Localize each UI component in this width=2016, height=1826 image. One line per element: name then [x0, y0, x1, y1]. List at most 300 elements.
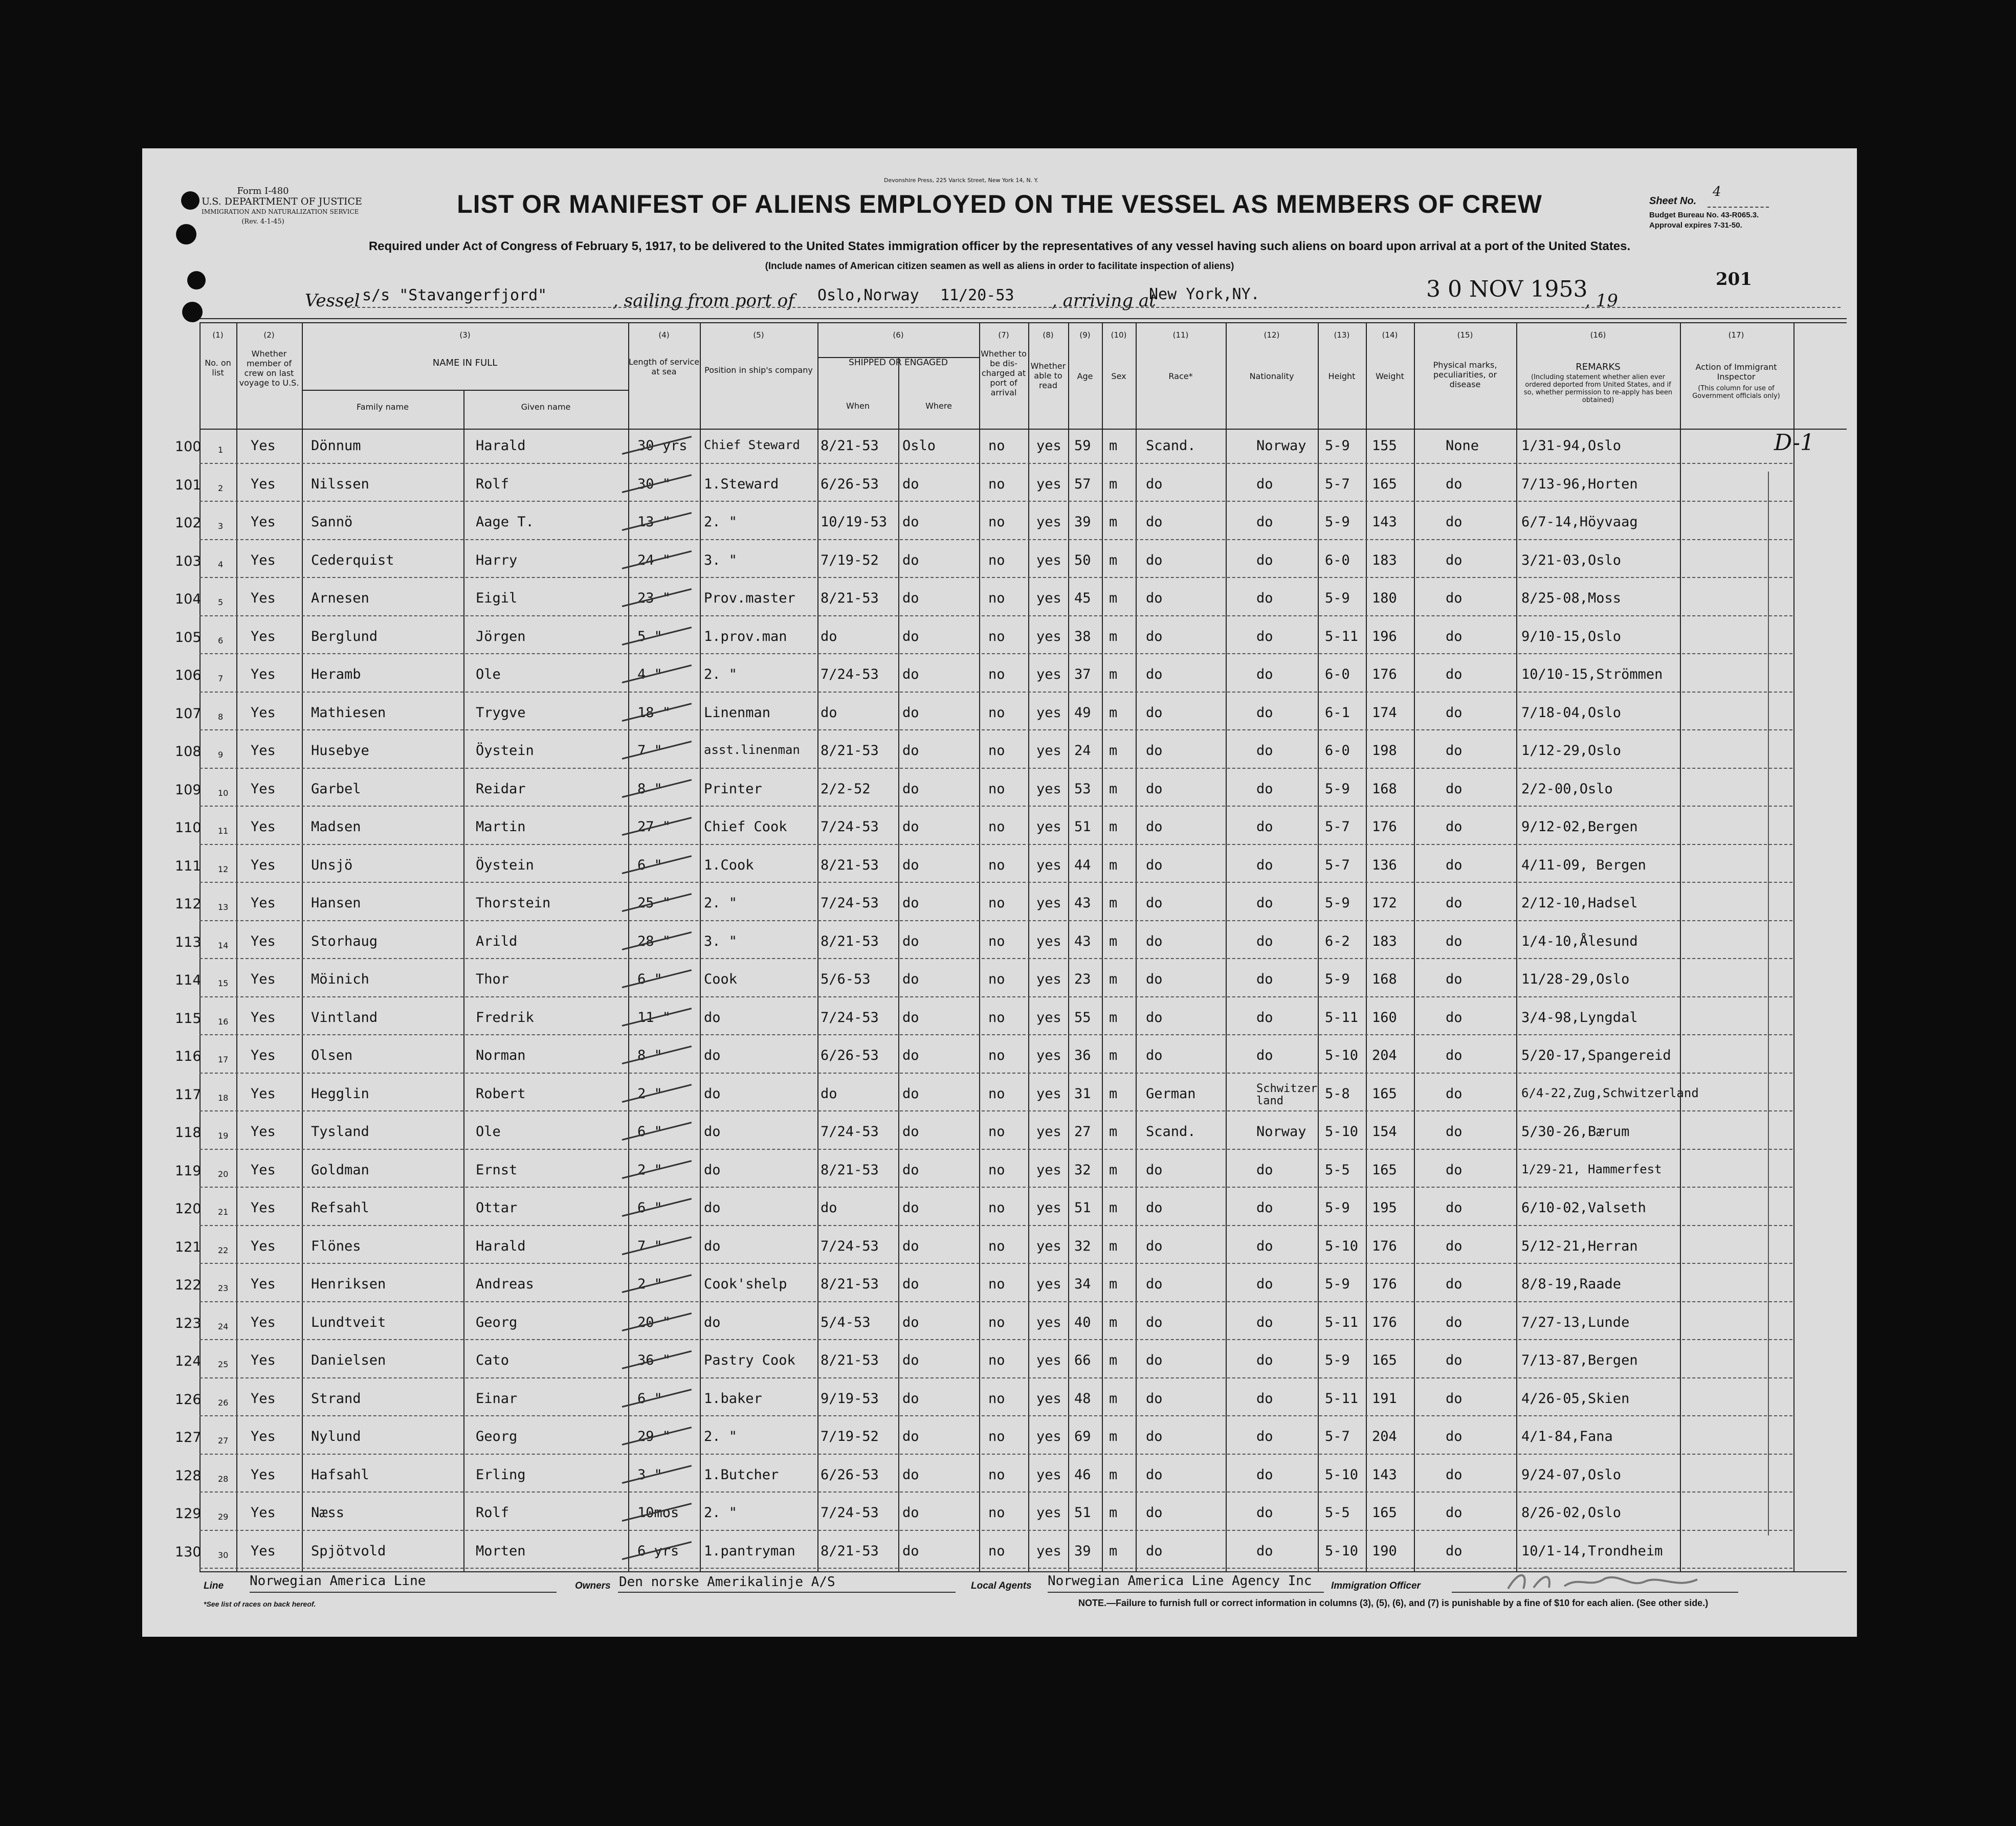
row-guide: [200, 1187, 1792, 1188]
cell-given: Eigil: [476, 590, 518, 606]
budget-no: Budget Bureau No. 43-R065.3.: [1649, 211, 1759, 219]
name-sub-rule: [302, 390, 628, 391]
cell-length: 28 ": [637, 933, 671, 949]
cell-yes: Yes: [251, 743, 276, 759]
cell-race: do: [1146, 1238, 1163, 1254]
cell-age: 66: [1074, 1352, 1091, 1368]
cell-when: 8/21-53: [821, 1276, 879, 1292]
margin-number: 116: [175, 1049, 202, 1064]
cell-remarks: 9/12-02,Bergen: [1521, 819, 1638, 835]
cell-where: do: [902, 1124, 919, 1140]
cell-where: do: [902, 895, 919, 911]
cell-phys: do: [1446, 1085, 1463, 1102]
cell-race: do: [1146, 1162, 1163, 1178]
cell-sex: m: [1109, 1048, 1118, 1063]
cell-weight: 183: [1372, 933, 1397, 949]
cell-position: do: [704, 1200, 721, 1216]
page-title: LIST OR MANIFEST OF ALIENS EMPLOYED ON THE VESSEL AS MEMBERS OF CREW: [457, 190, 1542, 218]
cell-family: Næss: [311, 1505, 345, 1521]
list-number: 15: [218, 978, 229, 988]
cell-when: do: [821, 1085, 837, 1102]
cell-remarks: 5/20-17,Spangereid: [1521, 1048, 1671, 1063]
cell-remarks: 1/12-29,Oslo: [1521, 743, 1622, 759]
cell-position: do: [704, 1048, 721, 1063]
cell-height: 5-9: [1325, 514, 1350, 530]
cell-height: 6-1: [1325, 704, 1350, 721]
cell-family: Hegglin: [311, 1085, 369, 1102]
cell-disch: no: [988, 1314, 1005, 1330]
cell-weight: 168: [1372, 781, 1397, 797]
cell-length: 11 ": [637, 1009, 671, 1026]
colnum: (10): [1111, 330, 1127, 340]
cell-given: Harry: [476, 552, 518, 568]
cell-where: do: [902, 514, 919, 530]
row-guide: [200, 1225, 1792, 1226]
cell-position: 1.prov.man: [704, 628, 787, 644]
cell-yes: Yes: [251, 438, 276, 454]
punch-hole: [182, 302, 203, 322]
cell-nat: do: [1256, 552, 1273, 568]
cell-disch: no: [988, 590, 1005, 606]
cell-sex: m: [1109, 933, 1118, 949]
row-guide: [200, 1110, 1792, 1111]
column-rule: [1226, 322, 1227, 1571]
cell-phys: do: [1446, 476, 1463, 492]
cell-yes: Yes: [251, 1048, 276, 1063]
cell-height: 5-9: [1325, 1276, 1350, 1292]
cell-read: yes: [1036, 476, 1061, 492]
header-age: Age: [1077, 371, 1093, 381]
column-rule: [1793, 322, 1795, 1571]
cell-nat: do: [1256, 1009, 1273, 1026]
cell-position: Linenman: [704, 704, 771, 721]
column-rule: [1068, 322, 1069, 1571]
cell-when: 8/21-53: [821, 857, 879, 873]
cell-length: 7 ": [637, 1238, 662, 1254]
cell-weight: 204: [1372, 1429, 1397, 1444]
margin-number: 104: [175, 591, 202, 607]
cell-where: do: [902, 1543, 919, 1559]
row-guide: [200, 882, 1792, 883]
cell-disch: no: [988, 819, 1005, 835]
cell-read: yes: [1036, 514, 1061, 530]
year-label: , 19: [1585, 291, 1618, 311]
colnum: (14): [1382, 330, 1398, 340]
cell-yes: Yes: [251, 1466, 276, 1483]
cell-given: Ernst: [476, 1162, 518, 1178]
cell-height: 5-9: [1325, 971, 1350, 987]
cell-yes: Yes: [251, 552, 276, 568]
cell-race: do: [1146, 1048, 1163, 1063]
cell-remarks: 2/12-10,Hadsel: [1521, 895, 1638, 911]
cell-remarks: 4/26-05,Skien: [1521, 1390, 1630, 1407]
cell-age: 36: [1074, 1048, 1091, 1063]
header-action-note: (This column for use of Government officials only): [1692, 385, 1780, 400]
row-guide: [200, 577, 1792, 578]
cell-nat: Norway: [1256, 1124, 1306, 1140]
cell-where: do: [902, 1009, 919, 1026]
cell-disch: no: [988, 666, 1005, 682]
manifest-sheet: [142, 148, 1857, 1637]
cell-height: 5-9: [1325, 438, 1350, 454]
cell-where: do: [902, 476, 919, 492]
header-remarks: REMARKS: [1576, 362, 1621, 372]
row-guide: [200, 692, 1792, 693]
list-number: 22: [218, 1245, 229, 1255]
row-guide: [200, 1415, 1792, 1416]
cell-sex: m: [1109, 1238, 1118, 1254]
column-rule: [463, 390, 464, 1571]
cell-read: yes: [1036, 1390, 1061, 1407]
cell-age: 34: [1074, 1276, 1091, 1292]
vessel-underline: [347, 307, 1841, 308]
penalty-note: NOTE.—Failure to furnish full or correct information in columns (3), (5), (6), and (7) is punishable by a fine of $10 for each alien. (See other side.): [1078, 1598, 1709, 1608]
cell-remarks: 1/29-21, Hammerfest: [1521, 1162, 1662, 1176]
cell-sex: m: [1109, 1009, 1118, 1026]
cell-nat: Schwitzer land: [1256, 1082, 1318, 1107]
cell-position: do: [704, 1009, 721, 1026]
margin-number: 114: [175, 972, 202, 988]
cell-race: do: [1146, 628, 1163, 644]
cell-phys: do: [1446, 552, 1463, 568]
row-guide: [200, 768, 1792, 769]
cell-age: 48: [1074, 1390, 1091, 1407]
cell-when: 7/24-53: [821, 819, 879, 835]
cell-phys: do: [1446, 1466, 1463, 1483]
list-number: 12: [218, 864, 229, 874]
cell-age: 43: [1074, 895, 1091, 911]
cell-when: 8/21-53: [821, 933, 879, 949]
cell-family: Husebye: [311, 743, 369, 759]
header-sex: Sex: [1111, 371, 1126, 381]
cell-remarks: 5/30-26,Bærum: [1521, 1124, 1630, 1140]
cell-height: 5-9: [1325, 1352, 1350, 1368]
cell-height: 5-9: [1325, 1200, 1350, 1216]
sailing-date: 11/20-53: [940, 286, 1014, 304]
colnum: (1): [212, 330, 224, 340]
cell-race: do: [1146, 971, 1163, 987]
header-shipped: SHIPPED OR ENGAGED: [849, 358, 948, 368]
cell-phys: do: [1446, 666, 1463, 682]
cell-remarks: 8/26-02,Oslo: [1521, 1505, 1622, 1521]
row-guide: [200, 615, 1792, 616]
cell-length: 6 ": [637, 1200, 662, 1216]
races-note: *See list of races on back hereof.: [204, 1600, 316, 1608]
cell-race: do: [1146, 857, 1163, 873]
cell-length: 23 ": [637, 590, 671, 606]
header-when: When: [846, 401, 870, 411]
cell-disch: no: [988, 781, 1005, 797]
margin-number: 118: [175, 1125, 202, 1141]
cell-when: 8/21-53: [821, 1352, 879, 1368]
cell-sex: m: [1109, 781, 1118, 797]
cell-height: 5-7: [1325, 819, 1350, 835]
cell-yes: Yes: [251, 1085, 276, 1102]
cell-nat: do: [1256, 1314, 1273, 1330]
cell-height: 5-10: [1325, 1543, 1359, 1559]
row-guide: [200, 1491, 1792, 1493]
owners-label: Owners: [575, 1580, 611, 1591]
cell-weight: 176: [1372, 1314, 1397, 1330]
line-underline: [250, 1592, 557, 1593]
list-number: 24: [218, 1321, 229, 1331]
cell-given: Trygve: [476, 704, 526, 721]
cell-given: Fredrik: [476, 1009, 534, 1026]
cell-length: 6 ": [637, 971, 662, 987]
cell-where: do: [902, 704, 919, 721]
margin-number: 112: [175, 896, 202, 912]
cell-phys: do: [1446, 1429, 1463, 1444]
cell-position: do: [704, 1238, 721, 1254]
arrival-port: New York,NY.: [1149, 285, 1260, 303]
colnum: (12): [1264, 330, 1280, 340]
list-number: 16: [218, 1016, 229, 1027]
cell-nat: do: [1256, 743, 1273, 759]
cell-disch: no: [988, 1390, 1005, 1407]
cell-height: 5-10: [1325, 1124, 1359, 1140]
date-stamp: 3 0 NOV 1953: [1426, 276, 1588, 302]
cell-family: Unsjö: [311, 857, 353, 873]
cell-given: Rolf: [476, 1505, 509, 1521]
cell-yes: Yes: [251, 857, 276, 873]
cell-height: 6-2: [1325, 933, 1350, 949]
cell-race: do: [1146, 895, 1163, 911]
cell-nat: do: [1256, 476, 1273, 492]
cell-weight: 165: [1372, 1505, 1397, 1521]
margin-number: 117: [175, 1086, 202, 1103]
cell-disch: no: [988, 704, 1005, 721]
cell-race: do: [1146, 1200, 1163, 1216]
cell-disch: no: [988, 1505, 1005, 1521]
cell-nat: do: [1256, 1238, 1273, 1254]
cell-sex: m: [1109, 704, 1118, 721]
cell-family: Arnesen: [311, 590, 369, 606]
cell-when: 7/24-53: [821, 895, 879, 911]
cell-weight: 183: [1372, 552, 1397, 568]
cell-sex: m: [1109, 1200, 1118, 1216]
cell-length: 30 ": [637, 476, 671, 492]
list-number: 7: [218, 674, 224, 683]
cell-height: 5-9: [1325, 781, 1350, 797]
cell-where: do: [902, 743, 919, 759]
cell-read: yes: [1036, 552, 1061, 568]
cell-family: Berglund: [311, 628, 378, 644]
cell-nat: do: [1256, 1048, 1273, 1063]
cell-given: Erling: [476, 1466, 526, 1483]
cell-race: do: [1146, 476, 1163, 492]
cell-where: do: [902, 1276, 919, 1292]
cell-when: 8/21-53: [821, 1162, 879, 1178]
cell-height: 5-10: [1325, 1238, 1359, 1254]
cell-where: do: [902, 628, 919, 644]
row-guide: [200, 1339, 1792, 1340]
cell-family: Lundtveit: [311, 1314, 386, 1330]
cell-given: Ole: [476, 666, 501, 682]
margin-number: 102: [175, 515, 202, 531]
cell-nat: do: [1256, 590, 1273, 606]
row-guide: [200, 463, 1792, 464]
cell-position: 3. ": [704, 933, 738, 949]
cell-when: 8/21-53: [821, 438, 879, 454]
cell-yes: Yes: [251, 704, 276, 721]
port-of-sailing: Oslo,Norway: [817, 286, 919, 304]
cell-where: do: [902, 1429, 919, 1444]
cell-position: 1.Steward: [704, 476, 779, 492]
cell-weight: 174: [1372, 704, 1397, 721]
cell-nat: do: [1256, 1352, 1273, 1368]
cell-yes: Yes: [251, 1238, 276, 1254]
cell-position: Pastry Cook: [704, 1352, 795, 1368]
cell-age: 51: [1074, 1200, 1091, 1216]
cell-race: do: [1146, 743, 1163, 759]
list-number: 13: [218, 902, 229, 912]
cell-family: Spjötvold: [311, 1543, 386, 1559]
row-guide: [200, 1301, 1792, 1302]
margin-number: 127: [175, 1430, 202, 1445]
sailing-label: , sailing from port of: [613, 291, 794, 311]
cell-where: do: [902, 933, 919, 949]
header-discharged: Whether to be dis-charged at port of arrival: [981, 349, 1027, 397]
cell-given: Rolf: [476, 476, 509, 492]
row-guide: [200, 1454, 1792, 1455]
agents-label: Local Agents: [971, 1580, 1032, 1591]
row-guide: [200, 996, 1792, 997]
cell-height: 5-9: [1325, 895, 1350, 911]
sheet-number: 4: [1713, 184, 1721, 199]
list-number: 3: [218, 521, 224, 531]
cell-position: Chief Cook: [704, 819, 787, 835]
cell-age: 24: [1074, 743, 1091, 759]
cell-sex: m: [1109, 857, 1118, 873]
cell-given: Robert: [476, 1085, 526, 1102]
cell-race: do: [1146, 666, 1163, 682]
cell-remarks: 3/4-98,Lyngdal: [1521, 1009, 1638, 1026]
cell-family: Olsen: [311, 1048, 353, 1063]
cell-given: Reidar: [476, 781, 526, 797]
cell-when: 6/26-53: [821, 1466, 879, 1483]
cell-phys: do: [1446, 895, 1463, 911]
header-position: Position in ship's company: [704, 365, 813, 375]
cell-phys: do: [1446, 933, 1463, 949]
cell-age: 40: [1074, 1314, 1091, 1330]
list-number: 14: [218, 940, 229, 950]
cell-given: Thorstein: [476, 895, 551, 911]
row-guide: [200, 1263, 1792, 1264]
cell-phys: None: [1446, 438, 1479, 454]
cell-height: 5-11: [1325, 628, 1359, 644]
cell-disch: no: [988, 1276, 1005, 1292]
cell-age: 55: [1074, 1009, 1091, 1026]
page-number: 201: [1716, 269, 1752, 290]
cell-disch: no: [988, 1200, 1005, 1216]
inspector-line: [1768, 472, 1769, 1535]
cell-length: 27 ": [637, 819, 671, 835]
cell-sex: m: [1109, 552, 1118, 568]
form-number: Form I-480: [237, 186, 289, 196]
cell-where: do: [902, 971, 919, 987]
cell-sex: m: [1109, 1543, 1118, 1559]
cell-given: Harald: [476, 1238, 526, 1254]
cell-phys: do: [1446, 1505, 1463, 1521]
cell-race: do: [1146, 552, 1163, 568]
inspector-mark: D-1: [1774, 430, 1814, 456]
header-bottom-rule: [200, 429, 1847, 430]
table-top-rule: [200, 318, 1847, 319]
list-number: 18: [218, 1093, 229, 1103]
cell-nat: do: [1256, 704, 1273, 721]
cell-phys: do: [1446, 1390, 1463, 1407]
cell-phys: do: [1446, 1162, 1463, 1178]
cell-sex: m: [1109, 1390, 1118, 1407]
row-guide: [200, 806, 1792, 807]
column-rule: [1366, 322, 1367, 1571]
cell-nat: do: [1256, 1390, 1273, 1407]
cell-when: 5/6-53: [821, 971, 871, 987]
margin-number: 115: [175, 1010, 202, 1027]
cell-family: Flönes: [311, 1238, 361, 1254]
cell-race: German: [1146, 1085, 1196, 1102]
cell-sex: m: [1109, 1124, 1118, 1140]
cell-length: 25 ": [637, 895, 671, 911]
cell-family: Hafsahl: [311, 1466, 369, 1483]
cell-where: Oslo: [902, 438, 936, 454]
cell-family: Madsen: [311, 819, 361, 835]
cell-family: Dönnum: [311, 438, 361, 454]
cell-disch: no: [988, 743, 1005, 759]
row-guide: [200, 1149, 1792, 1150]
cell-yes: Yes: [251, 590, 276, 606]
cell-weight: 155: [1372, 438, 1397, 454]
cell-yes: Yes: [251, 514, 276, 530]
colnum: (13): [1334, 330, 1350, 340]
colnum: (11): [1172, 330, 1189, 340]
printer-line: Devonshire Press, 225 Varick Street, New York 14, N. Y.: [884, 177, 1038, 184]
list-number: 26: [218, 1397, 229, 1408]
cell-sex: m: [1109, 1505, 1118, 1521]
cell-disch: no: [988, 971, 1005, 987]
cell-length: 5 ": [637, 628, 662, 644]
cell-weight: 176: [1372, 1238, 1397, 1254]
cell-length: 10mos: [637, 1505, 679, 1521]
cell-family: Hansen: [311, 895, 361, 911]
cell-family: Strand: [311, 1390, 361, 1407]
cell-disch: no: [988, 1085, 1005, 1102]
cell-given: Ole: [476, 1124, 501, 1140]
cell-remarks: 11/28-29,Oslo: [1521, 971, 1630, 987]
owners-underline: [618, 1592, 956, 1593]
cell-race: do: [1146, 1390, 1163, 1407]
cell-age: 46: [1074, 1466, 1091, 1483]
cell-sex: m: [1109, 514, 1118, 530]
cell-height: 5-7: [1325, 476, 1350, 492]
cell-race: do: [1146, 933, 1163, 949]
sheet-label: Sheet No.: [1649, 195, 1697, 207]
cell-family: Cederquist: [311, 552, 394, 568]
cell-yes: Yes: [251, 1276, 276, 1292]
cell-yes: Yes: [251, 1352, 276, 1368]
cell-nat: do: [1256, 666, 1273, 682]
cell-age: 38: [1074, 628, 1091, 644]
cell-sex: m: [1109, 819, 1118, 835]
cell-family: Goldman: [311, 1162, 369, 1178]
cell-remarks: 2/2-00,Oslo: [1521, 781, 1613, 797]
cell-read: yes: [1036, 1238, 1061, 1254]
cell-race: do: [1146, 1543, 1163, 1559]
cell-disch: no: [988, 933, 1005, 949]
cell-remarks: 1/4-10,Ålesund: [1521, 933, 1638, 949]
cell-sex: m: [1109, 1429, 1118, 1444]
column-rule: [302, 322, 303, 1571]
